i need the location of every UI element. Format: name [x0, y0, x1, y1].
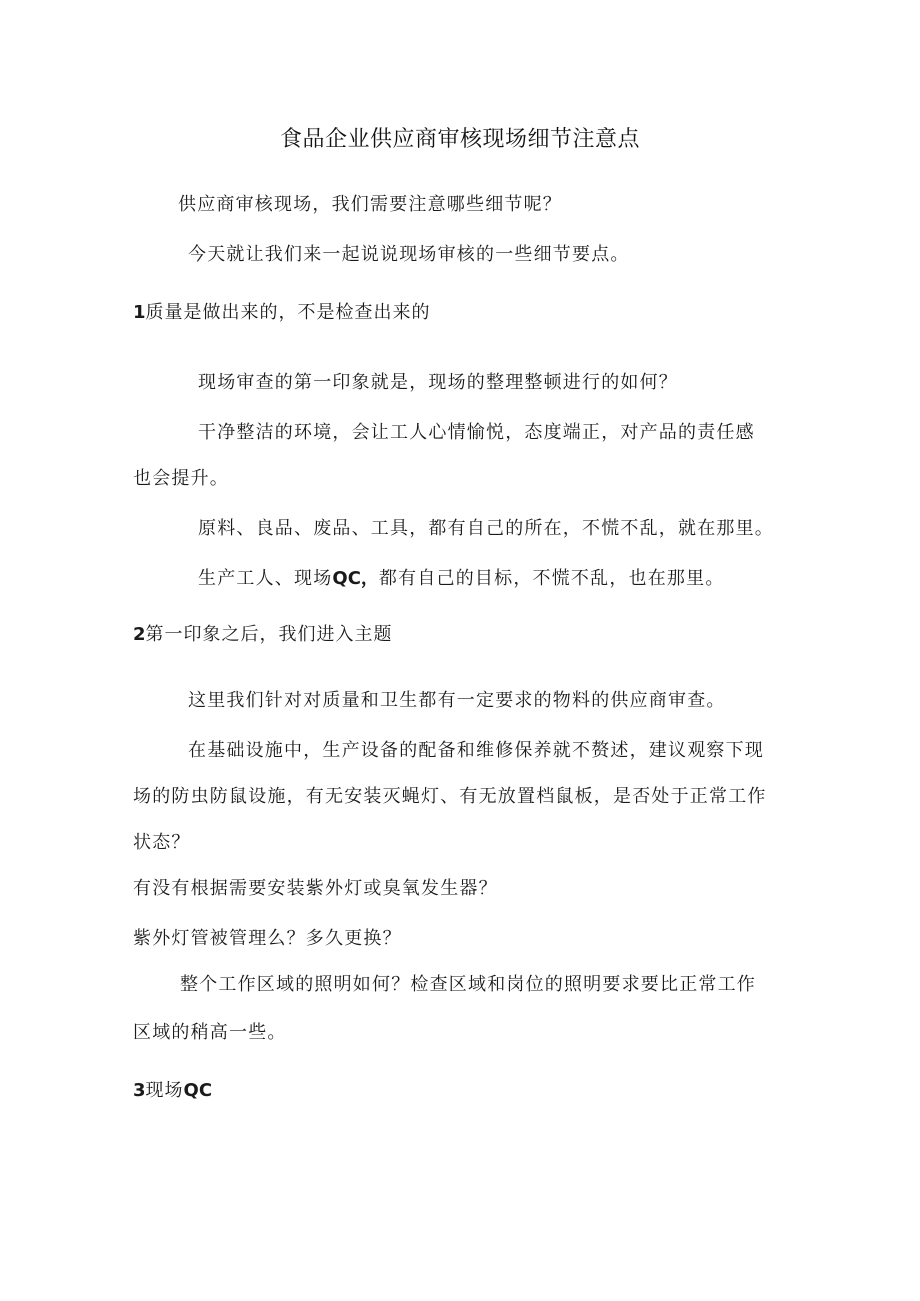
section-2-paragraph-5-line-1: 整个工作区域的照明如何？检查区域和岗位的照明要求要比正常工作 [180, 974, 756, 995]
section-2-paragraph-5-line-2: 区域的稍高一些。 [133, 1022, 287, 1043]
section-2-paragraph-3: 有没有根据需要安装紫外灯或臭氧发生器？ [133, 878, 498, 899]
section-1-paragraph-4-end: 都有自己的目标，不慌不乱，也在那里。 [378, 568, 725, 589]
section-3-number: 3 [133, 1080, 146, 1101]
section-1-heading-text: 质量是做出来的，不是检查出来的 [145, 302, 431, 323]
section-2-paragraph-1: 这里我们针对对质量和卫生都有一定要求的物料的供应商审查。 [188, 690, 726, 711]
page-title: 食品企业供应商审核现场细节注意点 [279, 127, 640, 152]
intro-paragraph-1: 供应商审核现场，我们需要注意哪些细节呢？ [178, 194, 562, 215]
section-1-heading [133, 298, 431, 324]
section-2-paragraph-2-line-2: 场的防虫防鼠设施，有无安装灭蝇灯、有无放置档鼠板，是否处于正常工作 [133, 786, 767, 807]
section-1-paragraph-2-line-1: 干净整洁的环境，会让工人心情愉悦，态度端正，对产品的责任感 [198, 422, 755, 443]
section-2-heading-text: 第一印象之后，我们进入主题 [145, 624, 393, 645]
section-1-paragraph-4 [198, 564, 725, 590]
section-1-paragraph-1: 现场审查的第一印象就是，现场的整理整顿进行的如何？ [198, 372, 678, 393]
section-2-paragraph-2-line-3: 状态？ [133, 832, 191, 853]
section-2-heading [133, 620, 393, 646]
section-1-paragraph-4-start: 生产工人、现场 [198, 568, 333, 589]
section-1-paragraph-3: 原料、良品、废品、工具，都有自己的所在，不慌不乱，就在那里。 [198, 518, 774, 539]
section-3-heading-text: 现场 [145, 1080, 184, 1101]
section-1-number: 1 [133, 302, 146, 323]
section-3-heading-qc: QC [183, 1080, 213, 1101]
intro-paragraph-2: 今天就让我们来一起说说现场审核的一些细节要点。 [188, 244, 630, 265]
section-2-paragraph-4: 紫外灯管被管理么？多久更换？ [133, 928, 402, 949]
section-2-paragraph-2-line-1: 在基础设施中，生产设备的配备和维修保养就不赘述，建议观察下现 [188, 740, 764, 761]
section-2-number: 2 [133, 624, 146, 645]
section-1-paragraph-4-qc: QC， [332, 568, 379, 589]
section-1-paragraph-2-line-2: 也会提升。 [133, 468, 229, 489]
section-3-heading [133, 1076, 212, 1102]
